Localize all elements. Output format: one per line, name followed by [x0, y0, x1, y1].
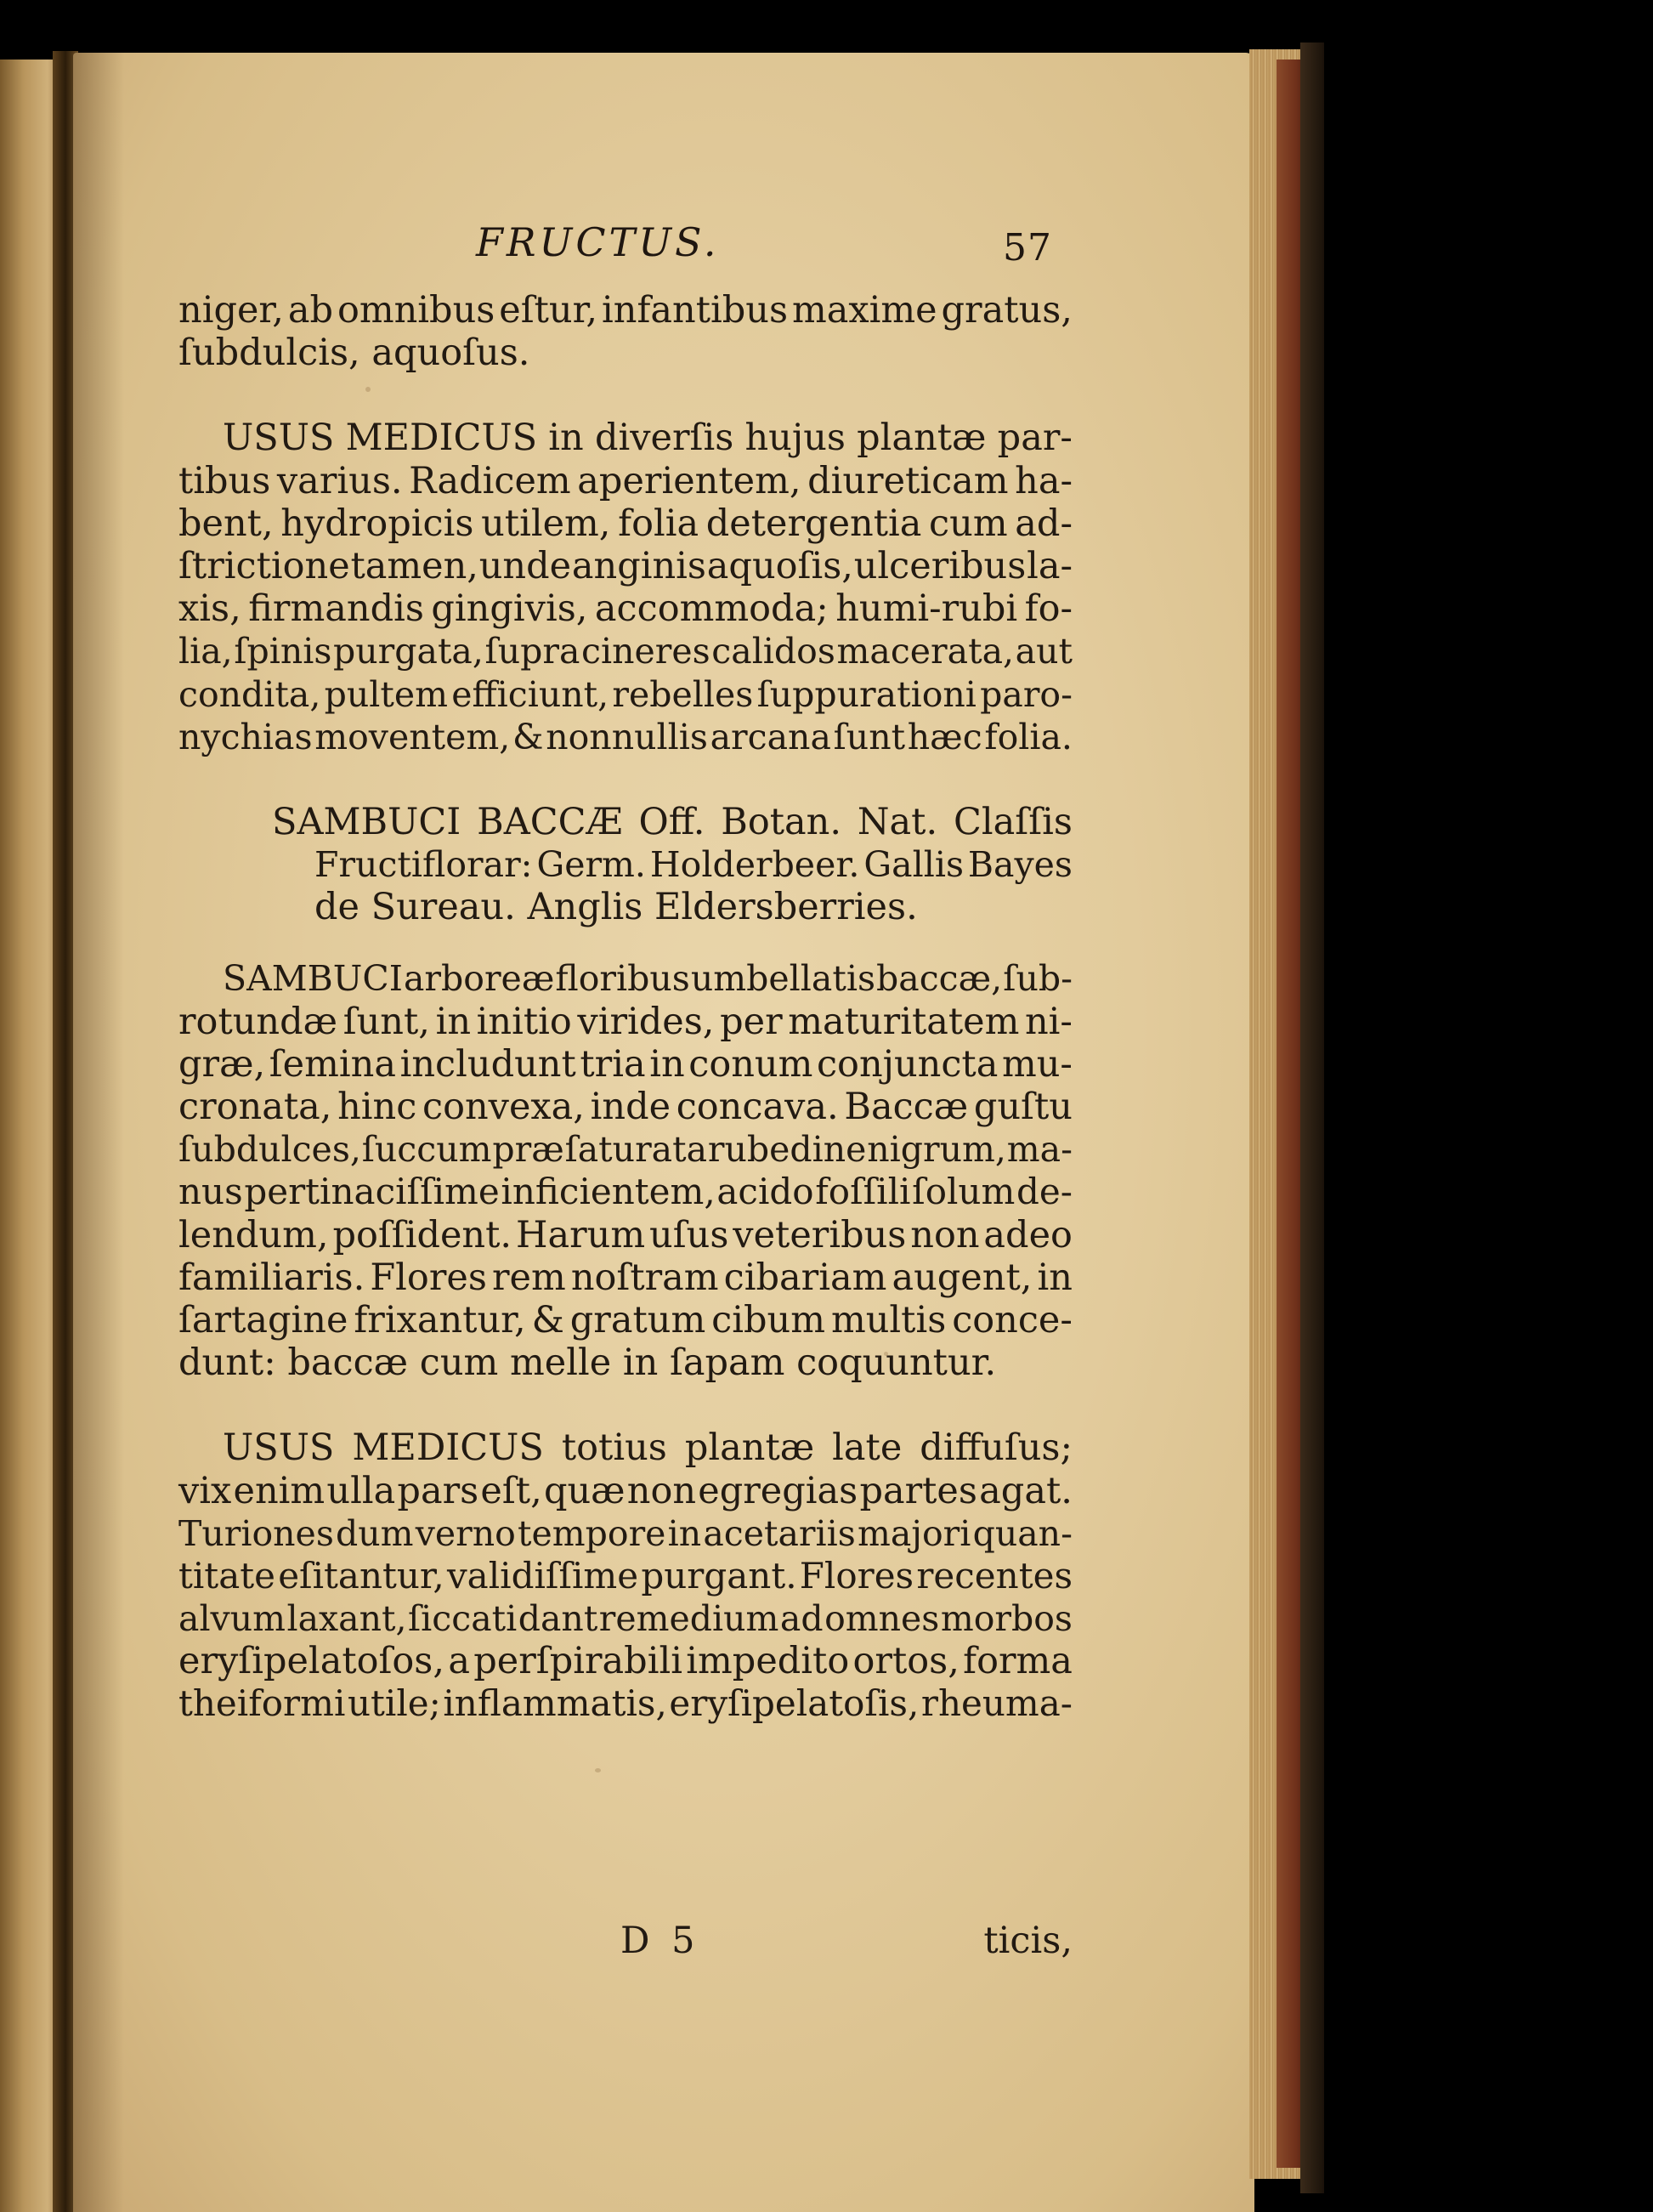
running-head — [476, 219, 1071, 279]
text-line: niger, ab omnibus eſtur, infantibus maxime gratus, — [178, 289, 1073, 332]
text-line: ſtrictione tamen, unde anginis aquoſis, ulceribus la- — [178, 544, 1073, 587]
text-line: ſubdulcis, aquoſus. — [178, 332, 530, 375]
text-line: lia, ſpinis purgata, ſupra cineres calidos macerata, aut — [178, 631, 1073, 672]
page-number: 57 — [1003, 226, 1052, 269]
text-line: eryſipelatoſos, a perſpirabili impedito ortos, forma — [178, 1640, 1073, 1683]
text-line: SAMBUCI arboreæ floribus umbellatis baccæ, ſub- — [223, 958, 1073, 1000]
page-shadow — [73, 53, 124, 2212]
text-line: alvum laxant, ſiccati dant remedium ad omnes morbos — [178, 1598, 1073, 1640]
text-line: USUS MEDICUS in diverſis hujus plantæ par- — [223, 417, 1073, 460]
text-line: nychias moventem, & nonnullis arcana ſunt hæc folia. — [178, 716, 1073, 757]
text-line: condita, pultem efficiunt, rebelles ſuppurationi paro- — [178, 673, 1073, 715]
text-line: Fructiflorar: Germ. Holderbeer. Gallis Bayes — [314, 844, 1073, 886]
text-line: familiaris. Flores rem noſtram cibariam augent, in — [178, 1256, 1073, 1299]
text-line: xis, firmandis gingivis, accommoda; humi-rubi fo- — [178, 587, 1073, 631]
text-line: SAMBUCI BACCÆ Off. Botan. Nat. Claſſis — [272, 800, 1073, 843]
text-line: dunt: baccæ cum melle in ſapam coquuntur. — [178, 1341, 997, 1385]
running-title: FRUCTUS. — [476, 219, 720, 265]
text-block — [178, 289, 1073, 1726]
text-line: vix enim ulla pars eſt, quæ non egregias partes agat. — [178, 1469, 1073, 1512]
text-line: nus pertinaciſſime inficientem, acido foſſili ſolum de- — [178, 1171, 1073, 1213]
facing-page-edge — [0, 60, 59, 2212]
text-line: ſubdulces, ſuccum præ ſaturata rubedine nigrum, ma- — [178, 1129, 1073, 1171]
text-line: Turiones dum verno tempore in acetariis majori quan- — [178, 1512, 1073, 1554]
text-line: bent, hydropicis utilem, folia detergentia cum ad- — [178, 502, 1073, 545]
book-cover-edge — [1300, 43, 1324, 2193]
catchword: ticis, — [983, 1920, 1073, 1962]
text-line: lendum, poſſident. Harum uſus veteribus non adeo — [178, 1213, 1073, 1256]
text-line: tibus varius. Radicem aperientem, diureticam ha- — [178, 459, 1073, 502]
signature-mark: D 5 — [620, 1920, 700, 1962]
text-line: cronata, hinc convexa, inde concava. Baccæ guſtu — [178, 1086, 1073, 1128]
page-footer — [178, 1920, 1073, 1964]
text-line: ſartagine frixantur, & gratum cibum multis conce- — [178, 1298, 1073, 1341]
text-line: de Sureau. Anglis Eldersberries. — [314, 886, 918, 929]
text-line: theiformi utile; inflammatis, eryſipelatoſis, rheuma- — [178, 1682, 1073, 1725]
text-line: græ, ſemina includunt tria in conum conjuncta mu- — [178, 1042, 1073, 1086]
text-line: titate eſitantur, validiſſime purgant. Flores recentes — [178, 1554, 1073, 1597]
text-line: rotundæ ſunt, in initio virides, per maturitatem ni- — [178, 1000, 1073, 1043]
foxing-spot — [595, 1768, 601, 1772]
text-line: USUS MEDICUS totius plantæ late diffuſus; — [223, 1426, 1073, 1470]
